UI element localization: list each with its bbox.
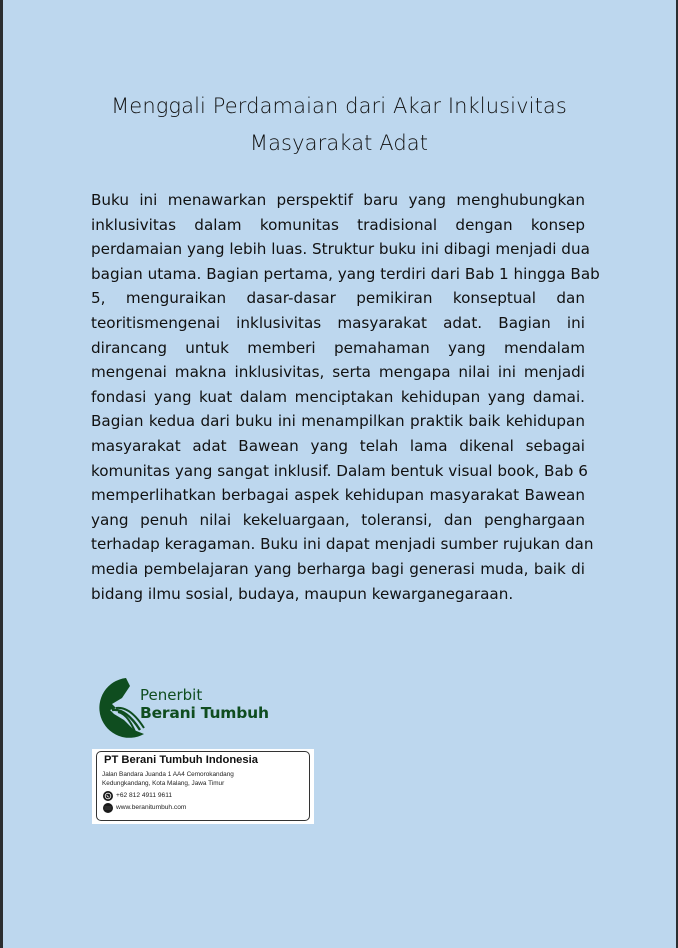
synopsis-line: komunitas yang sangat inklusif. Dalam bentuk visual book, Bab 6	[91, 461, 588, 480]
synopsis-line: Buku ini menawarkan perspektif baru yang menghubungkan	[91, 191, 585, 209]
synopsis-line: inklusivitas dalam komunitas tradisional dengan konsep	[91, 215, 585, 234]
synopsis-line: terhadap keragaman. Buku ini dapat menjadi sumber rujukan dan	[91, 535, 594, 554]
synopsis-line: 5, menguraikan dasar-dasar pemikiran konseptual dan	[91, 289, 585, 308]
synopsis-line: media pembelajaran yang berharga bagi generasi muda, baik di	[91, 559, 585, 578]
address-line-2: Kedungkandang, Kota Malang, Jawa Timur	[102, 780, 225, 787]
synopsis-line: dirancang untuk memberi pemahaman yang mendalam	[91, 338, 585, 357]
synopsis-line: masyarakat adat Bawean yang telah lama dikenal sebagai	[91, 436, 585, 455]
book-title	[0, 88, 678, 162]
globe-icon	[103, 803, 113, 813]
synopsis-line: mengenai makna inklusivitas, serta mengapa nilai ini menjadi	[91, 363, 585, 382]
synopsis-line: Bagian kedua dari buku ini menampilkan praktik baik kehidupan	[91, 412, 585, 431]
publisher-address	[102, 770, 234, 788]
synopsis-line: fondasi yang kuat dalam menciptakan kehidupan yang damai.	[91, 387, 585, 406]
synopsis-line: memperlihatkan berbagai aspek kehidupan masyarakat Bawean	[91, 486, 585, 505]
address-line-1: Jalan Bandara Juanda 1 AA4 Cemorokandang	[102, 771, 234, 778]
website-url: www.beranitumbuh.com	[116, 804, 187, 811]
publisher-logo	[96, 676, 296, 740]
synopsis-line: perdamaian yang lebih luas. Struktur buku ini dibagi menjadi dua	[91, 240, 590, 259]
synopsis-paragraph	[91, 188, 600, 606]
synopsis-line: teoritismengenai inklusivitas masyarakat adat. Bagian ini	[91, 313, 585, 332]
whatsapp-icon	[103, 791, 113, 801]
publisher-phone	[103, 790, 172, 801]
phone-number: +62 812 4911 9611	[116, 792, 173, 799]
synopsis-line: bidang ilmu sosial, budaya, maupun kewarganegaraan.	[91, 584, 514, 603]
logo-penerbit-text: Penerbit	[140, 686, 203, 704]
publisher-company-name: PT Berani Tumbuh Indonesia	[104, 754, 258, 766]
book-title-line-2: Masyarakat Adat	[249, 131, 429, 155]
logo-publisher-name: Berani Tumbuh	[140, 704, 269, 722]
synopsis-line: yang penuh nilai kekeluargaan, toleransi, dan penghargaan	[91, 510, 585, 529]
publisher-website	[103, 802, 186, 813]
synopsis-line: bagian utama. Bagian pertama, yang terdiri dari Bab 1 hingga Bab	[91, 264, 600, 283]
book-title-line-1: Menggali Perdamaian dari Akar Inklusivitas	[111, 94, 567, 118]
